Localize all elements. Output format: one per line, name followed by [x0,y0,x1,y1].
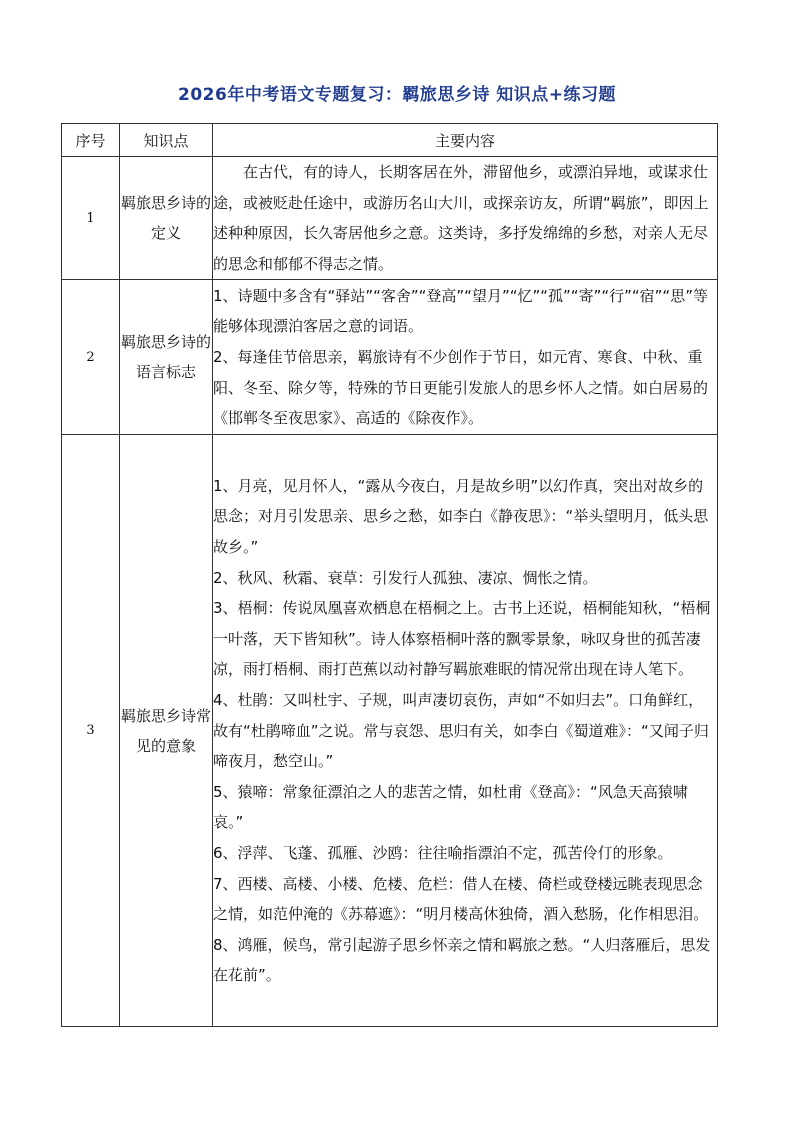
content-paragraph: 7、西楼、高楼、小楼、危楼、危栏：借人在楼、倚栏或登楼远眺表现思念之情，如范仲淹的《苏幕遮》：“明月楼高休独倚，酒入愁肠，化作相思泪。 [213,874,709,924]
content-paragraph: 1、月亮，见月怀人，“露从今夜白，月是故乡明”以幻作真，突出对故乡的思念；对月引发思亲、思乡之愁，如李白《静夜思》：“举头望明月，低头思故乡。” [213,476,709,557]
table-row [62,280,718,435]
row-number: 2 [62,280,120,435]
content-paragraph: 2、秋风、秋霜、衰草：引发行人孤独、凄凉、惆怅之情。 [213,568,598,587]
content-paragraph: 8、鸿雁，候鸟，常引起游子思乡怀亲之情和羁旅之愁。“人归落雁后，思发在花前”。 [213,935,711,985]
table-header-row [62,124,718,157]
content-paragraph: 1、诗题中多含有“驿站”“客舍”“登高”“望月”“忆”“孤”“寄”“行”“宿”“思”等能够体现漂泊客居之意的词语。 [213,286,708,336]
row-content [213,280,718,435]
row-content [213,157,718,280]
content-paragraph: 2、每逢佳节倍思亲，羁旅诗有不少创作于节日，如元宵、寒食、中秋、重阳、冬至、除夕等，特殊的节日更能引发旅人的思乡怀人之情。如白居易的《邯郸冬至夜思家》、高适的《除夜作》。 [213,348,709,428]
content-paragraph: 4、杜鹃：又叫杜宇、子规，叫声凄切哀伤，声如“不如归去”。口角鲜红，故有“杜鹃啼血”之说。常与哀怨、思归有关，如李白《蜀道难》：“又闻子归啼夜月，愁空山。” [213,690,709,771]
table-row [62,435,718,1027]
row-number: 1 [62,157,120,280]
content-paragraph: 3、梧桐：传说凤凰喜欢栖息在梧桐之上。古书上还说，梧桐能知秋，“梧桐一叶落，天下皆知秋”。诗人体察梧桐叶落的飘零景象，咏叹身世的孤苦凄凉，雨打梧桐、雨打芭蕉以动衬静写羁旅难眠的情况常出现在诗人笔下。 [213,599,711,679]
header-number: 序号 [62,124,120,157]
row-number: 3 [62,435,120,1027]
row-topic: 羁旅思乡诗常见的意象 [120,435,213,1027]
row-topic: 羁旅思乡诗的语言标志 [120,280,213,435]
content-paragraph: 6、浮萍、飞蓬、孤雁、沙鸥：往往喻指漂泊不定，孤苦伶仃的形象。 [213,843,673,862]
content-paragraph: 5、猿啼：常象征漂泊之人的悲苦之情，如杜甫《登高》：“风急天高猿啸哀。” [213,782,688,832]
row-content [213,435,718,1027]
row-topic: 羁旅思乡诗的定义 [120,157,213,280]
table-row [62,157,718,280]
header-knowledge-point: 知识点 [120,124,213,157]
knowledge-table [61,123,718,1027]
header-main-content: 主要内容 [213,124,718,157]
page-title: 2026年中考语文专题复习：羁旅思乡诗 知识点+练习题 [178,85,616,105]
content-paragraph: 在古代，有的诗人，长期客居在外，滞留他乡，或漂泊异地，或谋求仕途，或被贬赴任途中，或游历名山大川，或探亲访友，所谓“羁旅”，即因上述种种原因，长久寄居他乡之意。这类诗，多抒发绵绵的乡愁，对亲人无尽的思念和郁郁不得志之情。 [213,163,709,273]
